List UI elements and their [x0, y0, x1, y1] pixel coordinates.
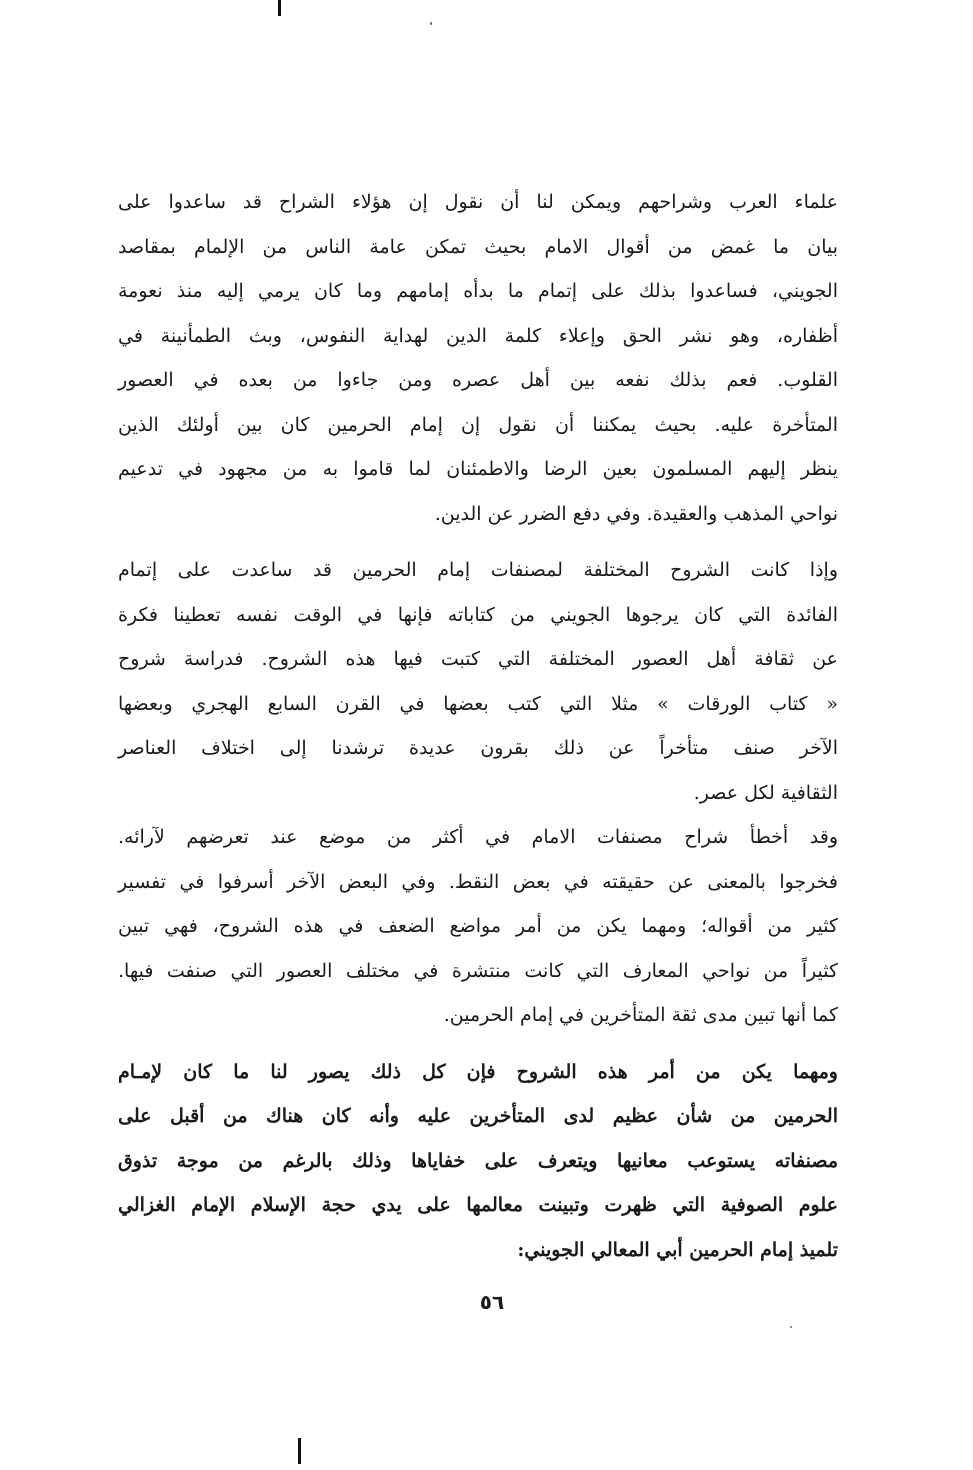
text-line: فخرجوا بالمعنى عن حقيقته في بعض النقط. وفي البعض الآخر أسرفوا في تفسير — [118, 870, 838, 893]
text-line: القلوب. فعم بذلك نفعه بين أهل عصره ومن جاءوا من بعده في العصور — [118, 369, 838, 391]
text-line: المتأخرة عليه. بحيث يمكننا أن نقول إن إمام الحرمين كان بين أولئك الذين — [118, 413, 838, 436]
page-body — [118, 180, 838, 1272]
text-line: تلميذ إمام الحرمين أبي المعالي الجويني: — [517, 1238, 838, 1261]
text-line: نواحي المذهب والعقيدة. وفي دفع الضرر عن الدين. — [434, 502, 838, 525]
text-line: علماء العرب وشراحهم ويمكن لنا أن نقول إن هؤلاء الشراح قد ساعدوا على — [118, 191, 838, 213]
paragraph-4 — [118, 1050, 838, 1273]
scan-edge-mark-top — [278, 0, 281, 16]
page-number: ٥٦ — [479, 1290, 505, 1314]
text-line: عن ثقافة أهل العصور المختلفة التي كتبت فيها هذه الشروح. فدراسة شروح — [118, 648, 838, 670]
text-line: الفائدة التي كان يرجوها الجويني من كتاباته فإنها في الوقت نفسه تعطينا فكرة — [118, 603, 838, 626]
text-line: « كتاب الورقات » مثلا التي كتب بعضها في القرن السابع الهجري وبعضها — [118, 692, 838, 715]
text-line: كما أنها تبين مدى ثقة المتأخرين في إمام الحرمين. — [443, 1004, 838, 1026]
text-line: الحرمين من شأن عظيم لدى المتأخرين عليه وأنه كان هناك من أقبل على — [118, 1105, 838, 1127]
text-line: علوم الصوفية التي ظهرت وتبينت معالمها على يدي حجة الإسلام الإمام الغزالي — [118, 1194, 838, 1216]
text-line: وقد أخطأ شراح مصنفات الامام في أكثر من موضع عند تعرضهم لآرائه. — [118, 826, 838, 848]
text-line: ينظر إليهم المسلمون بعين الرضا والاطمئنان لما قاموا به من مجهود في تدعيم — [118, 458, 838, 480]
paragraph-2 — [118, 548, 838, 815]
text-line: كثير من أقواله؛ ومهما يكن من أمر مواضع الضعف في هذه الشروح، فهي تبين — [118, 915, 838, 937]
text-line: وإذا كانت الشروح المختلفة لمصنفات إمام الحرمين قد ساعدت على إتمام — [118, 559, 838, 581]
text-line: الثقافية لكل عصر. — [693, 781, 838, 804]
scan-edge-mark-bottom — [298, 1438, 301, 1464]
text-line: كثيراً من نواحي المعارف التي كانت منتشرة في مختلف العصور التي صنفت فيها. — [118, 959, 838, 982]
text-line: بيان ما غمض من أقوال الامام بحيث تمكن عامة الناس من الإلمام بمقاصد — [118, 235, 838, 258]
text-line: ومهما يكن من أمر هذه الشروح فإن كل ذلك يصور لنا ما كان لإمـام — [118, 1060, 838, 1083]
scan-speck — [790, 1326, 792, 1328]
text-line: مصنفاته يستوعب معانيها ويتعرف على خفاياها وذلك بالرغم من موجة تذوق — [118, 1149, 838, 1172]
text-line: الآخر صنف متأخراً عن ذلك بقرون عديدة ترشدنا إلى اختلاف العناصر — [118, 737, 838, 759]
paragraph-3 — [118, 815, 838, 1038]
scan-speck — [430, 22, 432, 25]
text-line: أظفاره، وهو نشر الحق وإعلاء كلمة الدين لهداية النفوس، وبث الطمأنينة في — [118, 324, 838, 347]
paragraph-1 — [118, 180, 838, 536]
text-line: الجويني، فساعدوا بذلك على إتمام ما بدأه إمامهم وما كان يرمي إليه منذ نعومة — [118, 280, 838, 302]
